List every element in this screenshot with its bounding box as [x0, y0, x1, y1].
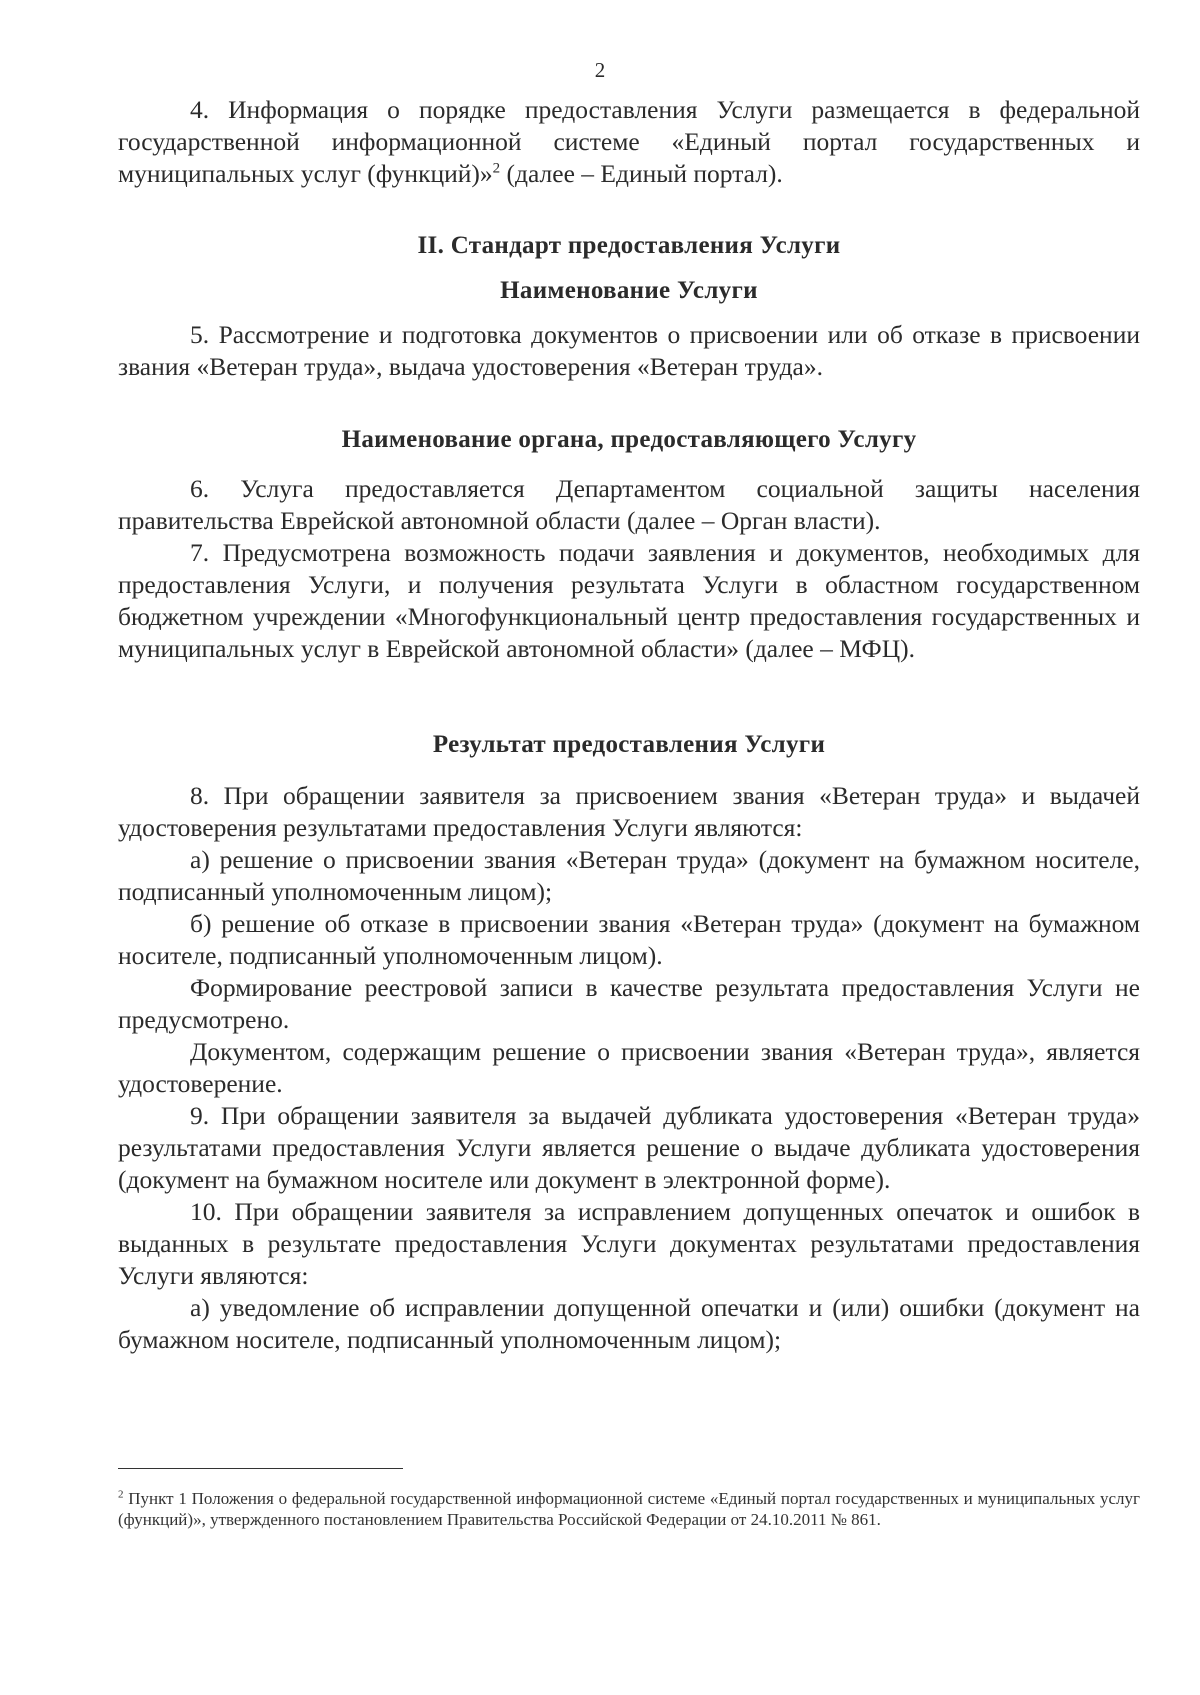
- paragraph-8a-text: а) решение о присвоении звания «Ветеран труда» (документ на бумажном носителе, подписанный уполномоченным лицом);: [118, 845, 1140, 906]
- paragraphs-8-10: [118, 780, 1140, 1356]
- paragraph-6-text: 6. Услуга предоставляется Департаментом социальной защиты населения правительства Еврейской автономной области (далее – Орган власти).: [118, 474, 1140, 535]
- footnote-marker: 2: [118, 1488, 124, 1501]
- paragraph-4-text: 4. Информация о порядке предоставления Услуги размещается в федеральной государственной информационной системе «Единый портал государственных и муниципальных услуг (функций)»: [118, 95, 1140, 188]
- paragraph-8c-text: Формирование реестровой записи в качестве результата предоставления Услуги не предусмотрено.: [118, 973, 1140, 1034]
- paragraph-10-text: 10. При обращении заявителя за исправлением допущенных опечаток и ошибок в выданных в результате предоставления Услуги документах результатами предоставления Услуги являются:: [118, 1197, 1140, 1290]
- paragraph-4: [118, 94, 1140, 190]
- paragraph-5: [118, 319, 1140, 383]
- footnote-text: Пункт 1 Положения о федеральной государственной информационной системе «Единый портал государственных и муниципальных услуг (функций)», утвержденного постановлением Правительства Российской Федерации от 24.10.2011 № 861.: [118, 1489, 1140, 1529]
- page-number: 2: [594, 58, 606, 82]
- heading-service-name: Наименование Услуги: [500, 277, 758, 304]
- paragraphs-6-7: [118, 473, 1140, 665]
- paragraph-9-text: 9. При обращении заявителя за выдачей дубликата удостоверения «Ветеран труда» результатами предоставления Услуги является решение о выдаче дубликата удостоверения (документ на бумажном носителе или документ в электронной форме).: [118, 1101, 1140, 1194]
- paragraph-10a-text: а) уведомление об исправлении допущенной опечатки и (или) ошибки (документ на бумажном носителе, подписанный уполномоченным лицом);: [118, 1293, 1140, 1354]
- heading-service-result: Результат предоставления Услуги: [432, 731, 826, 758]
- paragraph-5-text: 5. Рассмотрение и подготовка документов о присвоении или об отказе в присвоении звания «Ветеран труда», выдача удостоверения «Ветеран труда».: [118, 320, 1140, 381]
- footnote-separator: [118, 1468, 403, 1469]
- heading-organ-name: Наименование органа, предоставляющего Услугу: [341, 426, 917, 453]
- paragraph-4-tail: (далее – Единый портал).: [500, 159, 783, 188]
- paragraph-8d-text: Документом, содержащим решение о присвоении звания «Ветеран труда», является удостоверение.: [118, 1037, 1140, 1098]
- paragraph-8-text: 8. При обращении заявителя за присвоением звания «Ветеран труда» и выдачей удостоверения результатами предоставления Услуги являются:: [118, 781, 1140, 842]
- paragraph-8b-text: б) решение об отказе в присвоении звания «Ветеран труда» (документ на бумажном носителе, подписанный уполномоченным лицом).: [118, 909, 1140, 970]
- section-2-title: II. Стандарт предоставления Услуги: [417, 232, 841, 259]
- footnote-2: [118, 1488, 1140, 1530]
- paragraph-7-text: 7. Предусмотрена возможность подачи заявления и документов, необходимых для предоставления Услуги, и получения результата Услуги в областном государственном бюджетном учреждении «Многофункциональный центр предоставления государственных и муниципальных услуг в Еврейской автономной области» (далее – МФЦ).: [118, 538, 1140, 663]
- footnote-ref-2[interactable]: 2: [492, 160, 501, 177]
